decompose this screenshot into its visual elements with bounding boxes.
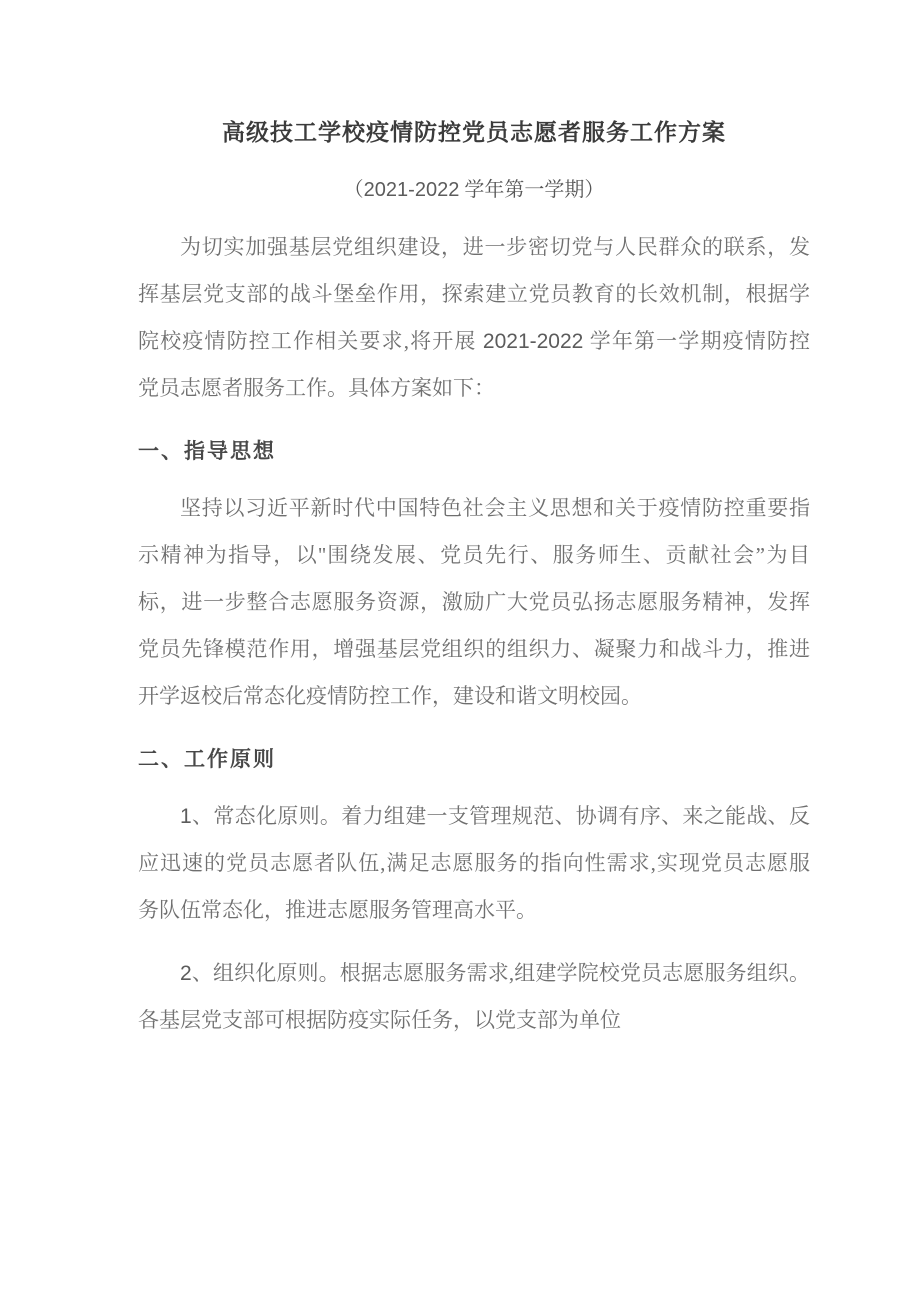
text-line: 应迅速的党员志愿者队伍,满足志愿服务的指向性需求,实现党员志愿服 bbox=[138, 851, 810, 875]
section-heading: 二、工作原则 bbox=[138, 747, 276, 771]
document-body bbox=[138, 224, 810, 1044]
text-line: 坚持以习近平新时代中国特色社会主义思想和关于疫情防控重要指 bbox=[180, 496, 810, 520]
text-line: 务队伍常态化，推进志愿服务管理高水平。 bbox=[138, 898, 537, 922]
paragraph bbox=[138, 793, 810, 934]
paragraph bbox=[138, 224, 810, 412]
text-line: 1、常态化原则。着力组建一支管理规范、协调有序、来之能战、反 bbox=[180, 804, 810, 828]
text-line: 为切实加强基层党组织建设，进一步密切党与人民群众的联系，发 bbox=[180, 235, 810, 259]
text-line: 党员先锋模范作用，增强基层党组织的组织力、凝聚力和战斗力，推进 bbox=[138, 637, 810, 661]
text-line: 各基层党支部可根据防疫实际任务，以党支部为单位 bbox=[138, 1008, 621, 1032]
paragraph bbox=[138, 485, 810, 720]
document-title: 高级技工学校疫情防控党员志愿者服务工作方案 bbox=[222, 119, 726, 145]
document-subtitle: （2021-2022 学年第一学期） bbox=[343, 179, 605, 201]
text-line: 标，进一步整合志愿服务资源，激励广大党员弘扬志愿服务精神，发挥 bbox=[138, 590, 810, 614]
text-line: 挥基层党支部的战斗堡垒作用，探索建立党员教育的长效机制，根据学 bbox=[138, 282, 810, 306]
section-heading: 一、指导思想 bbox=[138, 439, 276, 463]
text-line: 示精神为指导，以''围绕发展、党员先行、服务师生、贡献社会”为目 bbox=[138, 543, 810, 567]
text-line: 2、组织化原则。根据志愿服务需求,组建学院校党员志愿服务组织。 bbox=[180, 961, 810, 985]
paragraph bbox=[138, 950, 810, 1044]
text-line: 院校疫情防控工作相关要求,将开展 2021-2022 学年第一学期疫情防控 bbox=[138, 329, 811, 353]
text-line: 党员志愿者服务工作。具体方案如下： bbox=[138, 376, 495, 400]
text-line: 开学返校后常态化疫情防控工作，建设和谐文明校园。 bbox=[138, 684, 642, 708]
